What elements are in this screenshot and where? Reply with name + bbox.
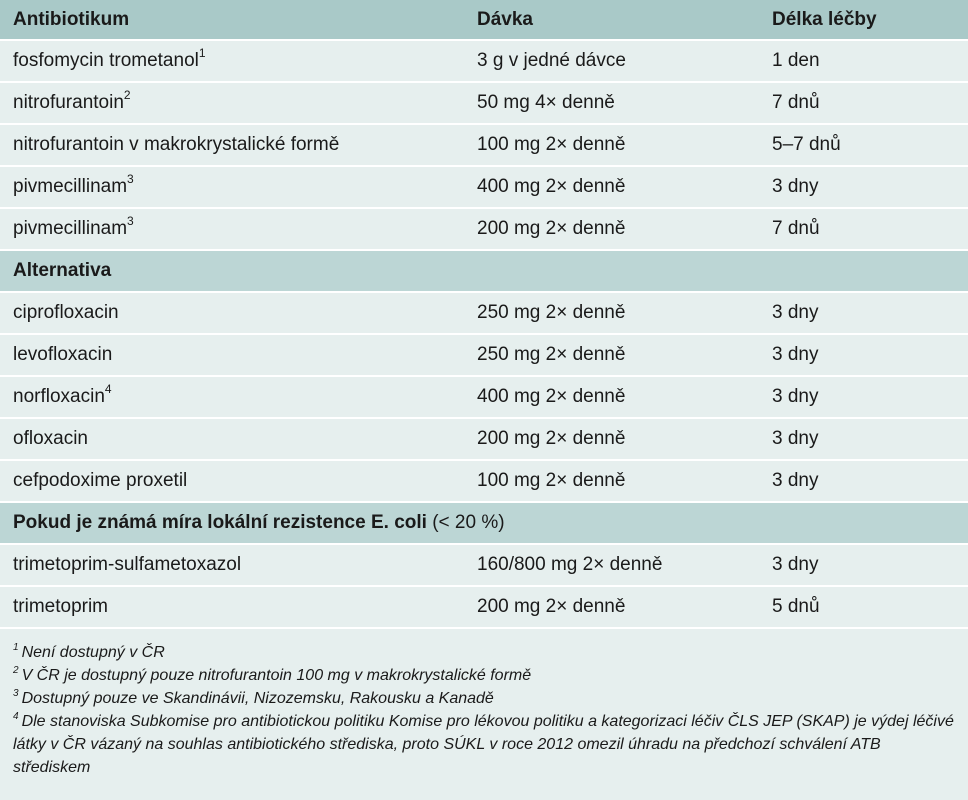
footnote-text: V ČR je dostupný pouze nitrofurantoin 100 mg v makrokrystalické formě <box>21 667 532 684</box>
dose-cell: 50 mg 4× denně <box>477 92 615 113</box>
table-row <box>0 545 968 587</box>
header-duration: Délka léčby <box>772 8 877 30</box>
section-alternativa <box>0 251 968 293</box>
footnote-text: Není dostupný v ČR <box>21 644 165 661</box>
dose-cell: 200 mg 2× denně <box>477 218 626 239</box>
duration-cell: 5 dnů <box>772 596 820 617</box>
table-row <box>0 83 968 125</box>
drug-name: ofloxacin <box>13 428 88 449</box>
drug-name: fosfomycin trometanol <box>13 50 199 71</box>
duration-cell: 3 dny <box>772 554 819 575</box>
footnote-ref: 2 <box>123 87 131 102</box>
footnote-ref: 1 <box>198 45 206 60</box>
footnote-ref: 3 <box>127 213 134 228</box>
dose-cell: 3 g v jedné dávce <box>477 50 626 71</box>
dose-cell: 160/800 mg 2× denně <box>477 554 663 575</box>
duration-cell: 1 den <box>772 50 820 71</box>
footnote <box>13 664 958 687</box>
table-row <box>0 377 968 419</box>
footnote <box>13 641 958 664</box>
duration-cell: 3 dny <box>772 176 819 197</box>
dose-cell: 400 mg 2× denně <box>477 176 626 197</box>
drug-name: nitrofurantoin v makrokrystalické formě <box>13 134 340 155</box>
section-resistance <box>0 503 968 545</box>
table-row <box>0 167 968 209</box>
drug-name: ciprofloxacin <box>13 302 119 323</box>
footnote-ref: 3 <box>127 171 134 186</box>
drug-name: trimetoprim-sulfametoxazol <box>13 554 242 575</box>
section-title: Alternativa <box>13 260 112 281</box>
duration-cell: 3 dny <box>772 302 819 323</box>
duration-cell: 3 dny <box>772 386 819 407</box>
table-row <box>0 209 968 251</box>
dose-cell: 200 mg 2× denně <box>477 428 626 449</box>
footnote-ref: 4 <box>104 381 112 396</box>
footnotes <box>0 629 968 779</box>
footnote <box>13 710 958 779</box>
primary-rows <box>0 41 968 251</box>
table-row <box>0 41 968 83</box>
drug-name: norfloxacin <box>13 386 105 407</box>
dose-cell: 250 mg 2× denně <box>477 344 626 365</box>
drug-name: levofloxacin <box>13 344 113 365</box>
dose-cell: 100 mg 2× denně <box>477 134 626 155</box>
table-row <box>0 419 968 461</box>
duration-cell: 5–7 dnů <box>772 134 841 155</box>
table-header <box>0 0 968 41</box>
footnote <box>13 687 958 710</box>
footnote-mark: 4 <box>13 710 19 722</box>
drug-name: pivmecillinam <box>13 218 128 239</box>
footnote-mark: 1 <box>13 641 19 653</box>
duration-cell: 3 dny <box>772 428 819 449</box>
dose-cell: 400 mg 2× denně <box>477 386 626 407</box>
duration-cell: 3 dny <box>772 344 819 365</box>
resistance-rows <box>0 545 968 629</box>
drug-name: cefpodoxime proxetil <box>13 470 188 491</box>
footnote-mark: 3 <box>13 687 19 699</box>
footnote-text: Dostupný pouze ve Skandinávii, Nizozemsku, Rakousku a Kanadě <box>21 690 494 707</box>
section-title-suffix: (< 20 %) <box>426 512 505 533</box>
drug-name: nitrofurantoin <box>13 92 124 113</box>
table-row <box>0 335 968 377</box>
table-row <box>0 587 968 629</box>
header-dose: Dávka <box>477 8 533 30</box>
duration-cell: 7 dnů <box>772 218 820 239</box>
header-antibiotic: Antibiotikum <box>13 8 130 30</box>
table-row <box>0 125 968 167</box>
drug-name: trimetoprim <box>13 596 109 617</box>
table-row <box>0 461 968 503</box>
table-row <box>0 293 968 335</box>
duration-cell: 3 dny <box>772 470 819 491</box>
dose-cell: 250 mg 2× denně <box>477 302 626 323</box>
alternative-rows <box>0 293 968 503</box>
dose-cell: 100 mg 2× denně <box>477 470 626 491</box>
footnote-text: Dle stanoviska Subkomise pro antibiotickou politiku Komise pro lékovou politiku a kategorizaci léčiv ČLS JEP (SKAP) je výdej léčivé látky v ČR vázaný na souhlas antibiotického střediska, proto SÚKL v roce 2012 omezil úhradu na předchozí schválení ATB střediskem <box>13 713 954 776</box>
duration-cell: 7 dnů <box>772 92 820 113</box>
drug-name: pivmecillinam <box>13 176 128 197</box>
dose-cell: 200 mg 2× denně <box>477 596 626 617</box>
footnote-mark: 2 <box>13 664 19 676</box>
section-title: Pokud je známá míra lokální rezistence E. coli <box>13 512 427 533</box>
